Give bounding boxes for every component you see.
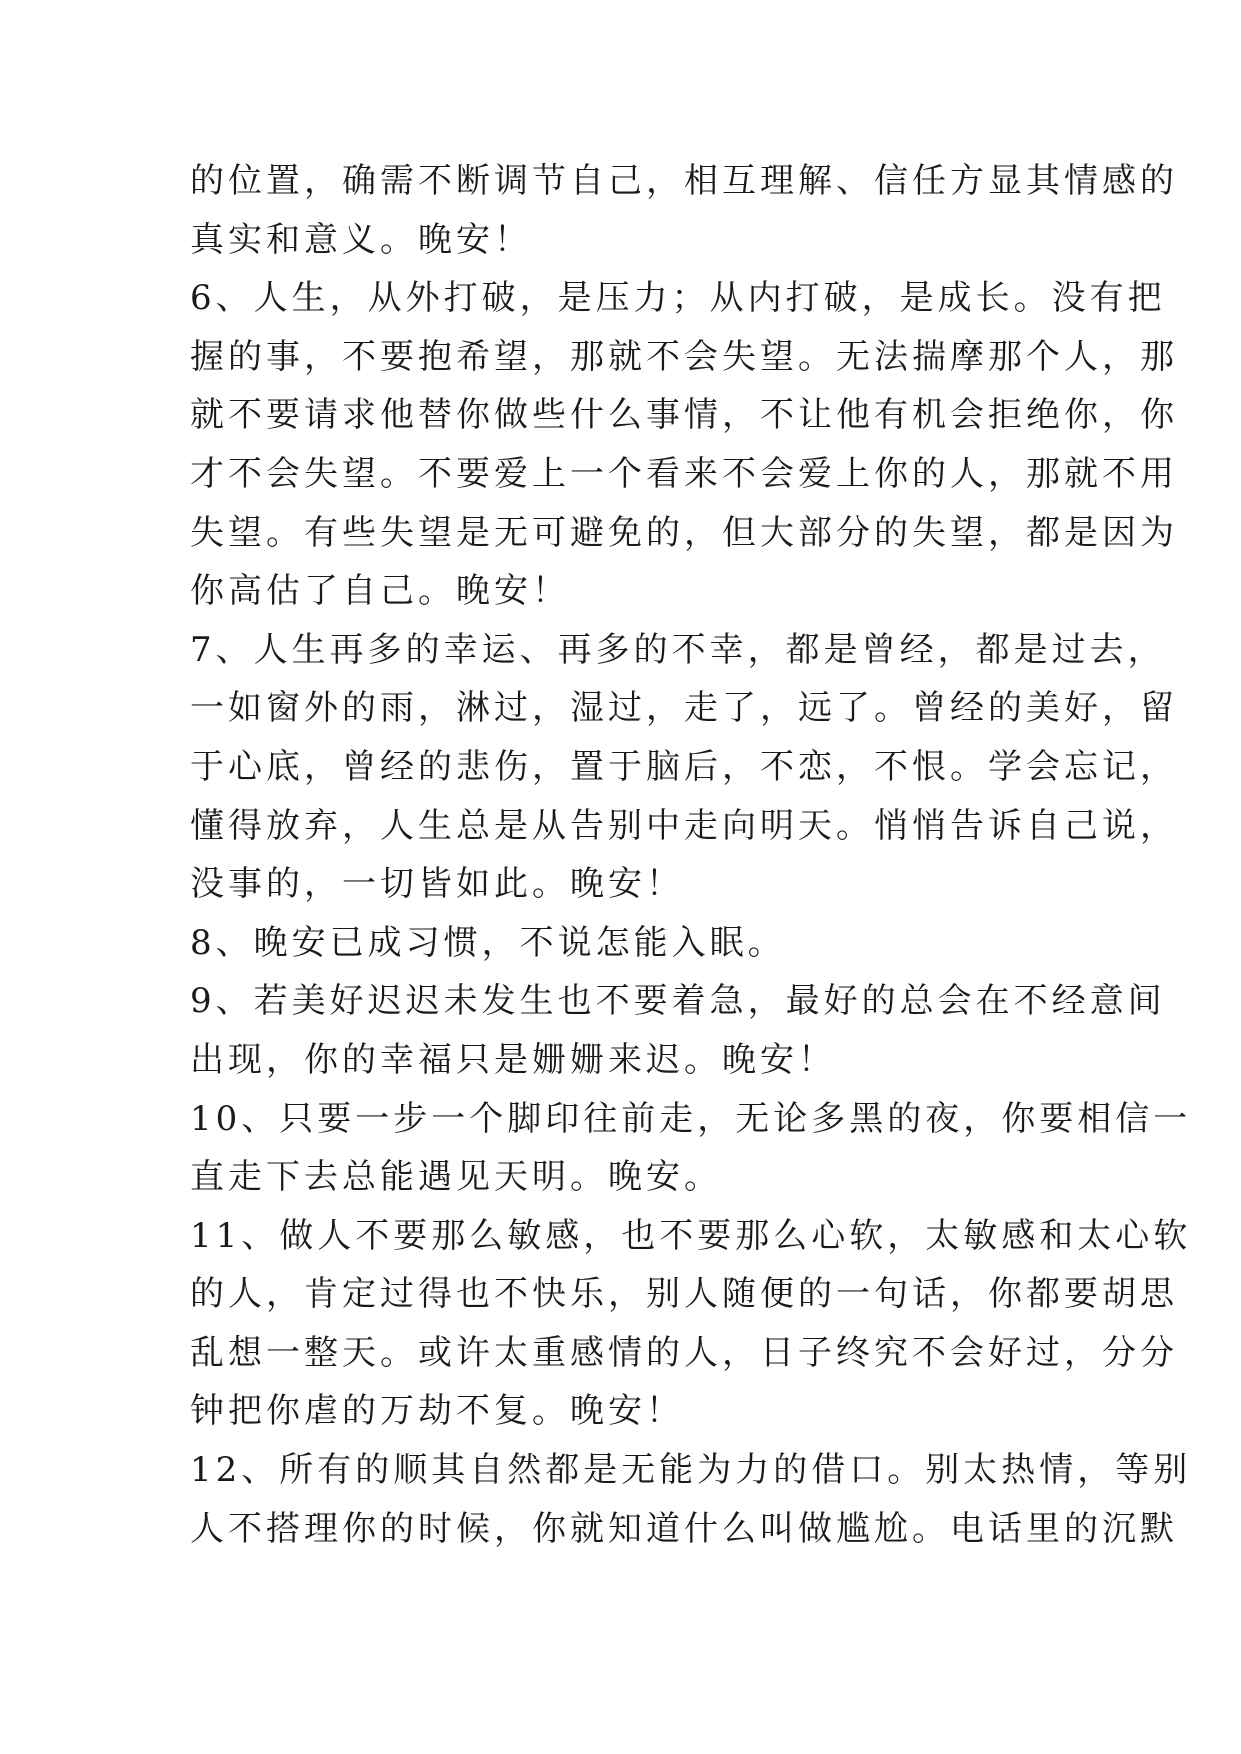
text-line: 钟把你虐的万劫不复。晚安！ [190, 1391, 684, 1432]
text-line: 失望。有些失望是无可避免的，但大部分的失望，都是因为 [190, 512, 1178, 553]
text-line: 你高估了自己。晚安！ [190, 571, 570, 612]
text-line: 出现，你的幸福只是姗姗来迟。晚安！ [190, 1039, 836, 1080]
text-line: 12、所有的顺其自然都是无能为力的借口。别太热情，等别 [190, 1450, 1192, 1491]
text-line: 真实和意义。晚安！ [190, 219, 532, 260]
text-line: 才不会失望。不要爱上一个看来不会爱上你的人，那就不用 [190, 453, 1178, 494]
text-line: 直走下去总能遇见天明。晚安。 [190, 1157, 722, 1198]
text-line: 于心底，曾经的悲伤，置于脑后，不恋，不恨。学会忘记， [190, 746, 1178, 787]
text-line: 人不搭理你的时候，你就知道什么叫做尴尬。电话里的沉默 [190, 1508, 1178, 1549]
text-line: 11、做人不要那么敏感，也不要那么心软，太敏感和太心软 [190, 1215, 1192, 1256]
text-line: 7、人生再多的幸运、再多的不幸，都是曾经，都是过去， [190, 629, 1166, 670]
text-line: 乱想一整天。或许太重感情的人，日子终究不会好过，分分 [190, 1332, 1178, 1373]
text-line: 没事的，一切皆如此。晚安！ [190, 864, 684, 905]
text-line: 一如窗外的雨，淋过，湿过，走了，远了。曾经的美好，留 [190, 688, 1178, 729]
document-body [190, 152, 1192, 1558]
text-line: 9、若美好迟迟未发生也不要着急，最好的总会在不经意间 [190, 981, 1166, 1022]
text-line: 就不要请求他替你做些什么事情，不让他有机会拒绝你，你 [190, 395, 1178, 436]
text-line: 的位置，确需不断调节自己，相互理解、信任方显其情感的 [190, 161, 1178, 201]
text-line: 6、人生，从外打破，是压力；从内打破，是成长。没有把 [190, 278, 1166, 319]
text-line: 握的事，不要抱希望，那就不会失望。无法揣摩那个人，那 [190, 336, 1178, 377]
text-line: 的人，肯定过得也不快乐，别人随便的一句话，你都要胡思 [190, 1274, 1178, 1315]
text-line: 10、只要一步一个脚印往前走，无论多黑的夜，你要相信一 [190, 1098, 1192, 1139]
text-line: 8、晚安已成习惯，不说怎能入眠。 [190, 922, 786, 963]
text-line: 懂得放弃，人生总是从告别中走向明天。悄悄告诉自己说， [190, 805, 1178, 846]
